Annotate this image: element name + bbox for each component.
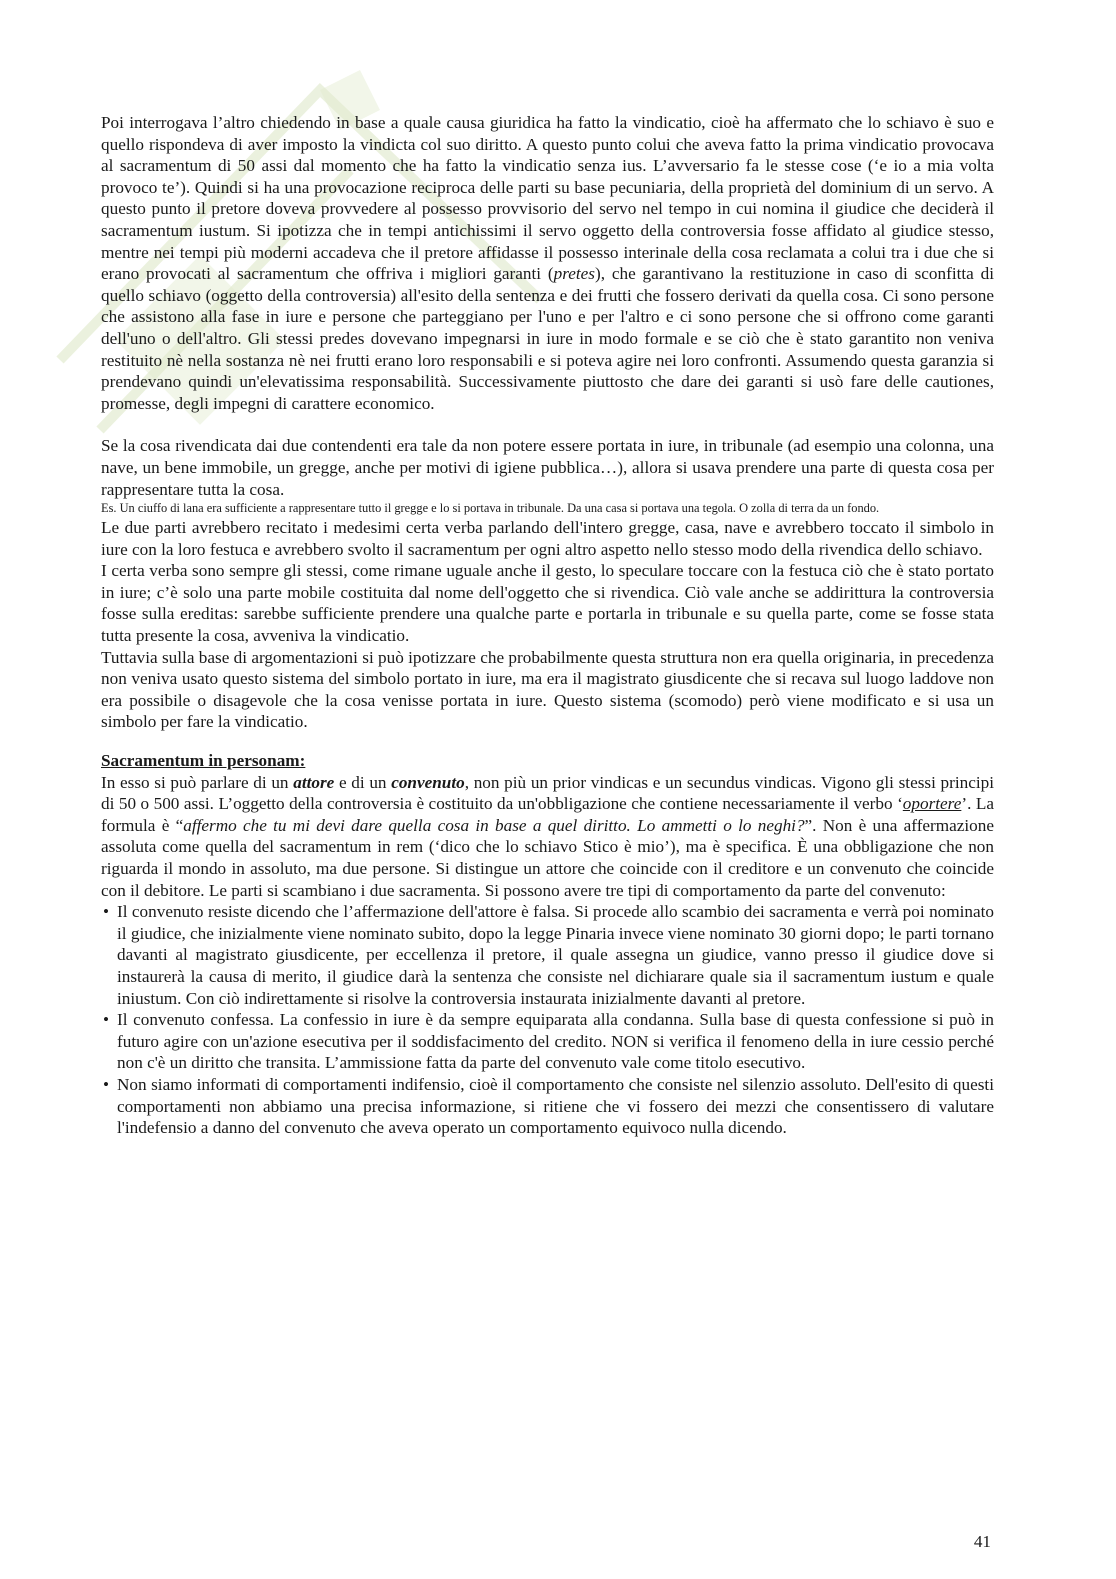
paragraph-4: I certa verba sono sempre gli stessi, come rimane uguale anche il gesto, lo speculare toccare con la festuca ciò che è stato portato in iure; c’è solo una parte mobile costituita dal nome dell'oggetto che si rivendica. Ciò vale anche se addirittura la controversia fosse sulla ereditas: sarebbe sufficiente prendere una qualche parte e portarla in tribunale e su quella parte, come se fosse stata tutta presente la cosa, avveniva la vindicatio. xyxy=(101,561,994,646)
behaviour-list xyxy=(101,901,994,1139)
paragraph-3: Le due parti avrebbero recitato i medesimi certa verba parlando dell'intero gregge, casa, nave e avrebbero toccato il simbolo in iure con la loro festuca e avrebbero svolto il sacramentum per ogni altro aspetto nello stesso modo della rivendica dello schiavo. xyxy=(101,518,994,559)
bullet-icon: • xyxy=(103,1010,110,1030)
example-note: Es. Un ciuffo di lana era sufficiente a rappresentare tutto il gregge e lo si portava in tribunale. Da una casa si portava una tegola. O zolla di terra da un fondo. xyxy=(101,501,880,516)
pretes-term: pretes xyxy=(553,264,595,284)
oportere-term: oportere xyxy=(902,794,962,814)
bullet-icon: • xyxy=(103,1074,110,1094)
attore-term: attore xyxy=(293,772,335,792)
list-item: • Il convenuto resiste dicendo che l’affermazione dell'attore è falsa. Si procede allo scambio dei sacramenta e verrà poi nominato il giudice, che inizialmente viene nominato subito, dopo la legge Pinaria invece viene nominato 30 giorni dopo; le parti tornano davanti al magistrato giusdicente, per eccellenza il pretore, il quale assegna un giudice, vanno presso il giudice dove si instaurerà la causa di merito, il giudice darà la sentenza che consiste nel dichiarare quale sia il sacramentum iustum e quale iniustum. Con ciò indirettamente si risolve la controversia instaurata inizialmente davanti al pretore. xyxy=(103,902,994,1008)
bullet-icon: • xyxy=(103,902,110,922)
section-heading: Sacramentum in personam: xyxy=(101,751,306,771)
convenuto-term: convenuto xyxy=(391,772,465,792)
formula-quote: affermo che tu mi devi dare quella cosa in base a quel diritto. Lo ammetti o lo neghi? xyxy=(183,815,805,835)
section-paragraph: In esso si può parlare di un attore e di un convenuto, non più un prior vindicas e un secundus vindicas. Vigono gli stessi principi di 50 o 500 assi. L’oggetto della controversia è costituito da un'obbligazione che contiene necessariamente il verbo ‘oportere’. La formula è “affermo che tu mi devi dare quella cosa in base a quel diritto. Lo ammetti o lo neghi?”. Non è una affermazione assoluta come quella del sacramentum in rem (‘dico che lo schiavo Stico è mio’), ma è specifica. È una obbligazione che non riguarda il mondo in assoluto, ma due persone. Si distingue un attore che coincide con il creditore e un convenuto che coincide con il debitore. Le parti si scambiano i due sacramenta. Si possono avere tre tipi di comportamento da parte del convenuto: xyxy=(101,772,995,900)
page-number: 41 xyxy=(973,1532,991,1551)
paragraph-1: Poi interrogava l’altro chiedendo in base a quale causa giuridica ha fatto la vindicatio, cioè ha affermato che lo schiavo è suo e quello rispondeva di aver imposto la vindicta col suo diritto. A questo punto colui che aveva fatto la prima vindicatio provocava al sacramentum di 50 assi dal momento che ha fatto la vindicatio senza ius. L’avversario fa le stesse cose (‘e io a mia volta provoco te’). Quindi si ha una provocazione reciproca delle parti su base pecuniaria, della proprietà del dominium di un servo. A questo punto il pretore doveva provvedere al possesso provvisorio del servo nel tempo in cui nomina il giudice che deciderà il sacramentum iustum. Si ipotizza che in tempi antichissimi il servo oggetto della controversia fosse affidato al giudice stesso, mentre nei tempi più moderni accadeva che il pretore affidasse il possesso interinale della cosa reclamata a colui tra i due che si erano provocati al sacramentum che offriva i migliori garanti (pretes), che garantivano la restituzione in caso di sconfitta di quello schiavo (oggetto della controversia) all'esito della sentenza e dei frutti che fossero derivati da quella cosa. Ci sono persone che assistono alla fase in iure e persone che parteggiano per l'uno e per l'altro e ci sono persone che si offrono come garanti dell'uno o dell'altro. Gli stessi predes dovevano impegnarsi in iure in modo formale e se ciò che è stato garantito non veniva restituito nè nella sostanza nè nei frutti erano loro responsabili e si poteva agire nei loro confronti. Assumendo questa garanzia si prendevano quindi un'elevatissima responsabilità. Successivamente piuttosto che dare dei garanti si usò fare delle cautiones, promesse, degli impegni di carattere economico. xyxy=(101,113,994,413)
list-item: • Non siamo informati di comportamenti indifensio, cioè il comportamento che consiste nel silenzio assoluto. Dell'esito di questi comportamenti non abbiamo una precisa informazione, si ritiene che vi fossero dei mezzi che consentissero di valutare l'indefensio a danno del convenuto che aveva operato un comportamento equivoco nulla dicendo. xyxy=(103,1074,994,1138)
list-item: • Il convenuto confessa. La confessio in iure è da sempre equiparata alla condanna. Sulla base di questa confessione si può in futuro agire con un'azione esecutiva per il soddisfacimento del credito. NON si verifica il fenomeno della in iure cessio perché non c'è un diritto che transita. L’ammissione fatta da parte del convenuto vale come titolo esecutivo. xyxy=(103,1010,994,1073)
document-page xyxy=(101,112,994,1139)
paragraph-5: Tuttavia sulla base di argomentazioni si può ipotizzare che probabilmente questa struttura non era quella originaria, in precedenza non veniva usato questo sistema del simbolo portato in iure, ma era il magistrato giusdicente che si recava sul luogo laddove non era possibile o disagevole che la cosa venisse portata in iure. Questo sistema (scomodo) però viene modificato e si usa un simbolo per fare la vindicatio. xyxy=(101,647,994,732)
paragraph-2: Se la cosa rivendicata dai due contendenti era tale da non potere essere portata in iure, in tribunale (ad esempio una colonna, una nave, un bene immobile, un gregge, anche per motivi di igiene pubblica…), allora si usava prendere una parte di questa cosa per rappresentare tutta la cosa. xyxy=(101,436,994,499)
